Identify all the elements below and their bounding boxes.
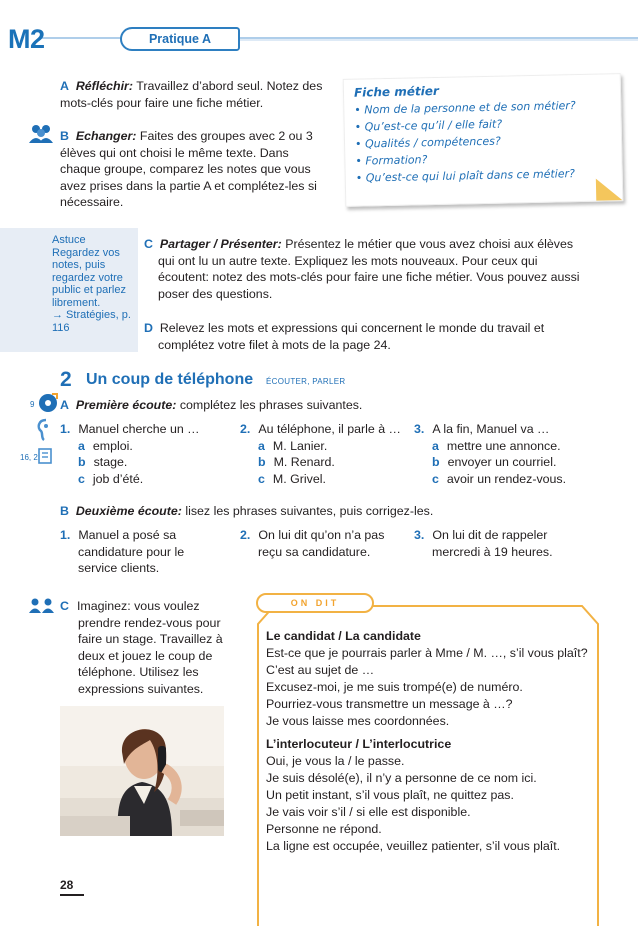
fiche-list — [354, 97, 577, 187]
phrase: Un petit instant, s’il vous plaît, ne quittez pas. — [266, 788, 514, 802]
module-label: M2 — [8, 24, 45, 54]
section-label: Pratique A — [120, 27, 240, 51]
audio-cd-icon[interactable] — [38, 393, 58, 413]
page-number: 28 — [60, 878, 74, 892]
exercise-2a: A Première écoute: complétez les phrases suivantes. — [60, 398, 363, 412]
note-fold — [596, 178, 622, 201]
section-title: Un coup de téléphone — [86, 371, 254, 388]
page-number-rule — [60, 894, 84, 896]
statement-2: 2. On lui dit qu’on n’a pas reçu sa candidature. — [240, 528, 385, 559]
fiche-item: • Qu’est-ce qu’il / elle fait? — [355, 114, 577, 136]
phrase: Je vous laisse mes coordonnées. — [266, 714, 450, 728]
question-3: 3. A la fin, Manuel va … a mettre une annonce. b envoyer un courriel. c avoir un rendez-vous. — [414, 422, 567, 486]
on-dit-label: ON DIT — [256, 593, 374, 613]
astuce-box — [0, 228, 138, 352]
woman-on-phone-photo — [60, 706, 224, 836]
fiche-metier-note — [343, 73, 624, 207]
astuce-ref[interactable]: → Stratégies, p. 116 — [52, 309, 131, 334]
fiche-item: • Nom de la personne et de son métier? — [354, 97, 576, 119]
fiche-item: • Formation? — [355, 148, 577, 170]
header-rule — [0, 34, 638, 44]
astuce-title: Astuce — [52, 234, 86, 246]
statement-1: 1. Manuel a posé sa candidature pour le service clients. — [60, 528, 185, 575]
phrase: Je vais voir s’il / si elle est disponible. — [266, 805, 471, 819]
group-work-icon — [28, 124, 54, 144]
interlocutor-heading: L’interlocuteur / L’interlocutrice — [266, 737, 452, 751]
exercise-b: B Echanger: Faites des groupes avec 2 ou 3 élèves qui ont choisi le même texte. Dans chaque groupe, comparez les notes que vous avez prises dans la partie A et complétez-les si nécessaire. — [60, 129, 317, 209]
question-2: 2. Au téléphone, il parle à … a M. Lanier. b M. Renard. c M. Grivel. — [240, 422, 401, 486]
track-number: 16, 2 — [20, 453, 38, 462]
phrase: Je suis désolé(e), il n’y a personne de ce nom ici. — [266, 771, 537, 785]
skill-tag: ÉCOUTER, PARLER — [266, 377, 346, 386]
phrase: Est-ce que je pourrais parler à Mme / M. …, s’il vous plaît? — [266, 646, 588, 660]
track-number: 9 — [30, 400, 35, 409]
candidate-heading: Le candidat / La candidate — [266, 629, 421, 643]
phrase: Excusez-moi, je me suis trompé(e) de numéro. — [266, 680, 523, 694]
astuce-text: Regardez vos notes, puis regardez votre public et parlez librement. — [52, 246, 126, 309]
exercise-c: C Partager / Présenter: Présentez le métier que vous avez choisi aux élèves qui ont lu un autre texte. Expliquez les mots nouveaux. Pour ceux qui écoutent: notez des mots-clés pour faire une fiche métier. Vous pouvez aussi poser des questions. — [144, 237, 580, 301]
statement-3: 3. On lui dit de rappeler mercredi à 19 heures. — [414, 528, 553, 559]
exercise-2b: B Deuxième écoute: lisez les phrases suivantes, puis corrigez-les. — [60, 504, 434, 518]
on-dit-content — [266, 628, 596, 855]
phrase: La ligne est occupée, veuillez patienter, s’il vous plaît. — [266, 839, 561, 853]
phrase: Personne ne répond. — [266, 822, 382, 836]
pair-work-icon — [28, 598, 56, 614]
question-1: 1. Manuel cherche un … a emploi. b stage. c job d’été. — [60, 422, 200, 486]
fiche-item: • Qu’est-ce qui lui plaît dans ce métier? — [356, 165, 578, 187]
exercise-a: A Réfléchir: Travaillez d’abord seul. Notez des mots-clés pour faire une fiche métier. — [60, 79, 323, 110]
phrase: C’est au sujet de … — [266, 663, 375, 677]
workbook-icon — [38, 448, 52, 464]
fiche-item: • Qualités / compétences? — [355, 131, 577, 153]
exercise-d: D Relevez les mots et expressions qui concernent le monde du travail et complétez votre filet à mots de la page 24. — [144, 321, 545, 352]
section-number: 2 — [60, 368, 72, 391]
fiche-title: Fiche métier — [353, 83, 439, 100]
listening-icon — [34, 418, 52, 442]
exercise-2c: C Imaginez: vous voulez prendre rendez-vous pour faire un stage. Travaillez à deux et jouez le coup de téléphone. Utilisez les expressions suivantes. — [60, 599, 223, 696]
phrase: Oui, je vous la / le passe. — [266, 754, 405, 768]
phrase: Pourriez-vous transmettre un message à …? — [266, 697, 513, 711]
